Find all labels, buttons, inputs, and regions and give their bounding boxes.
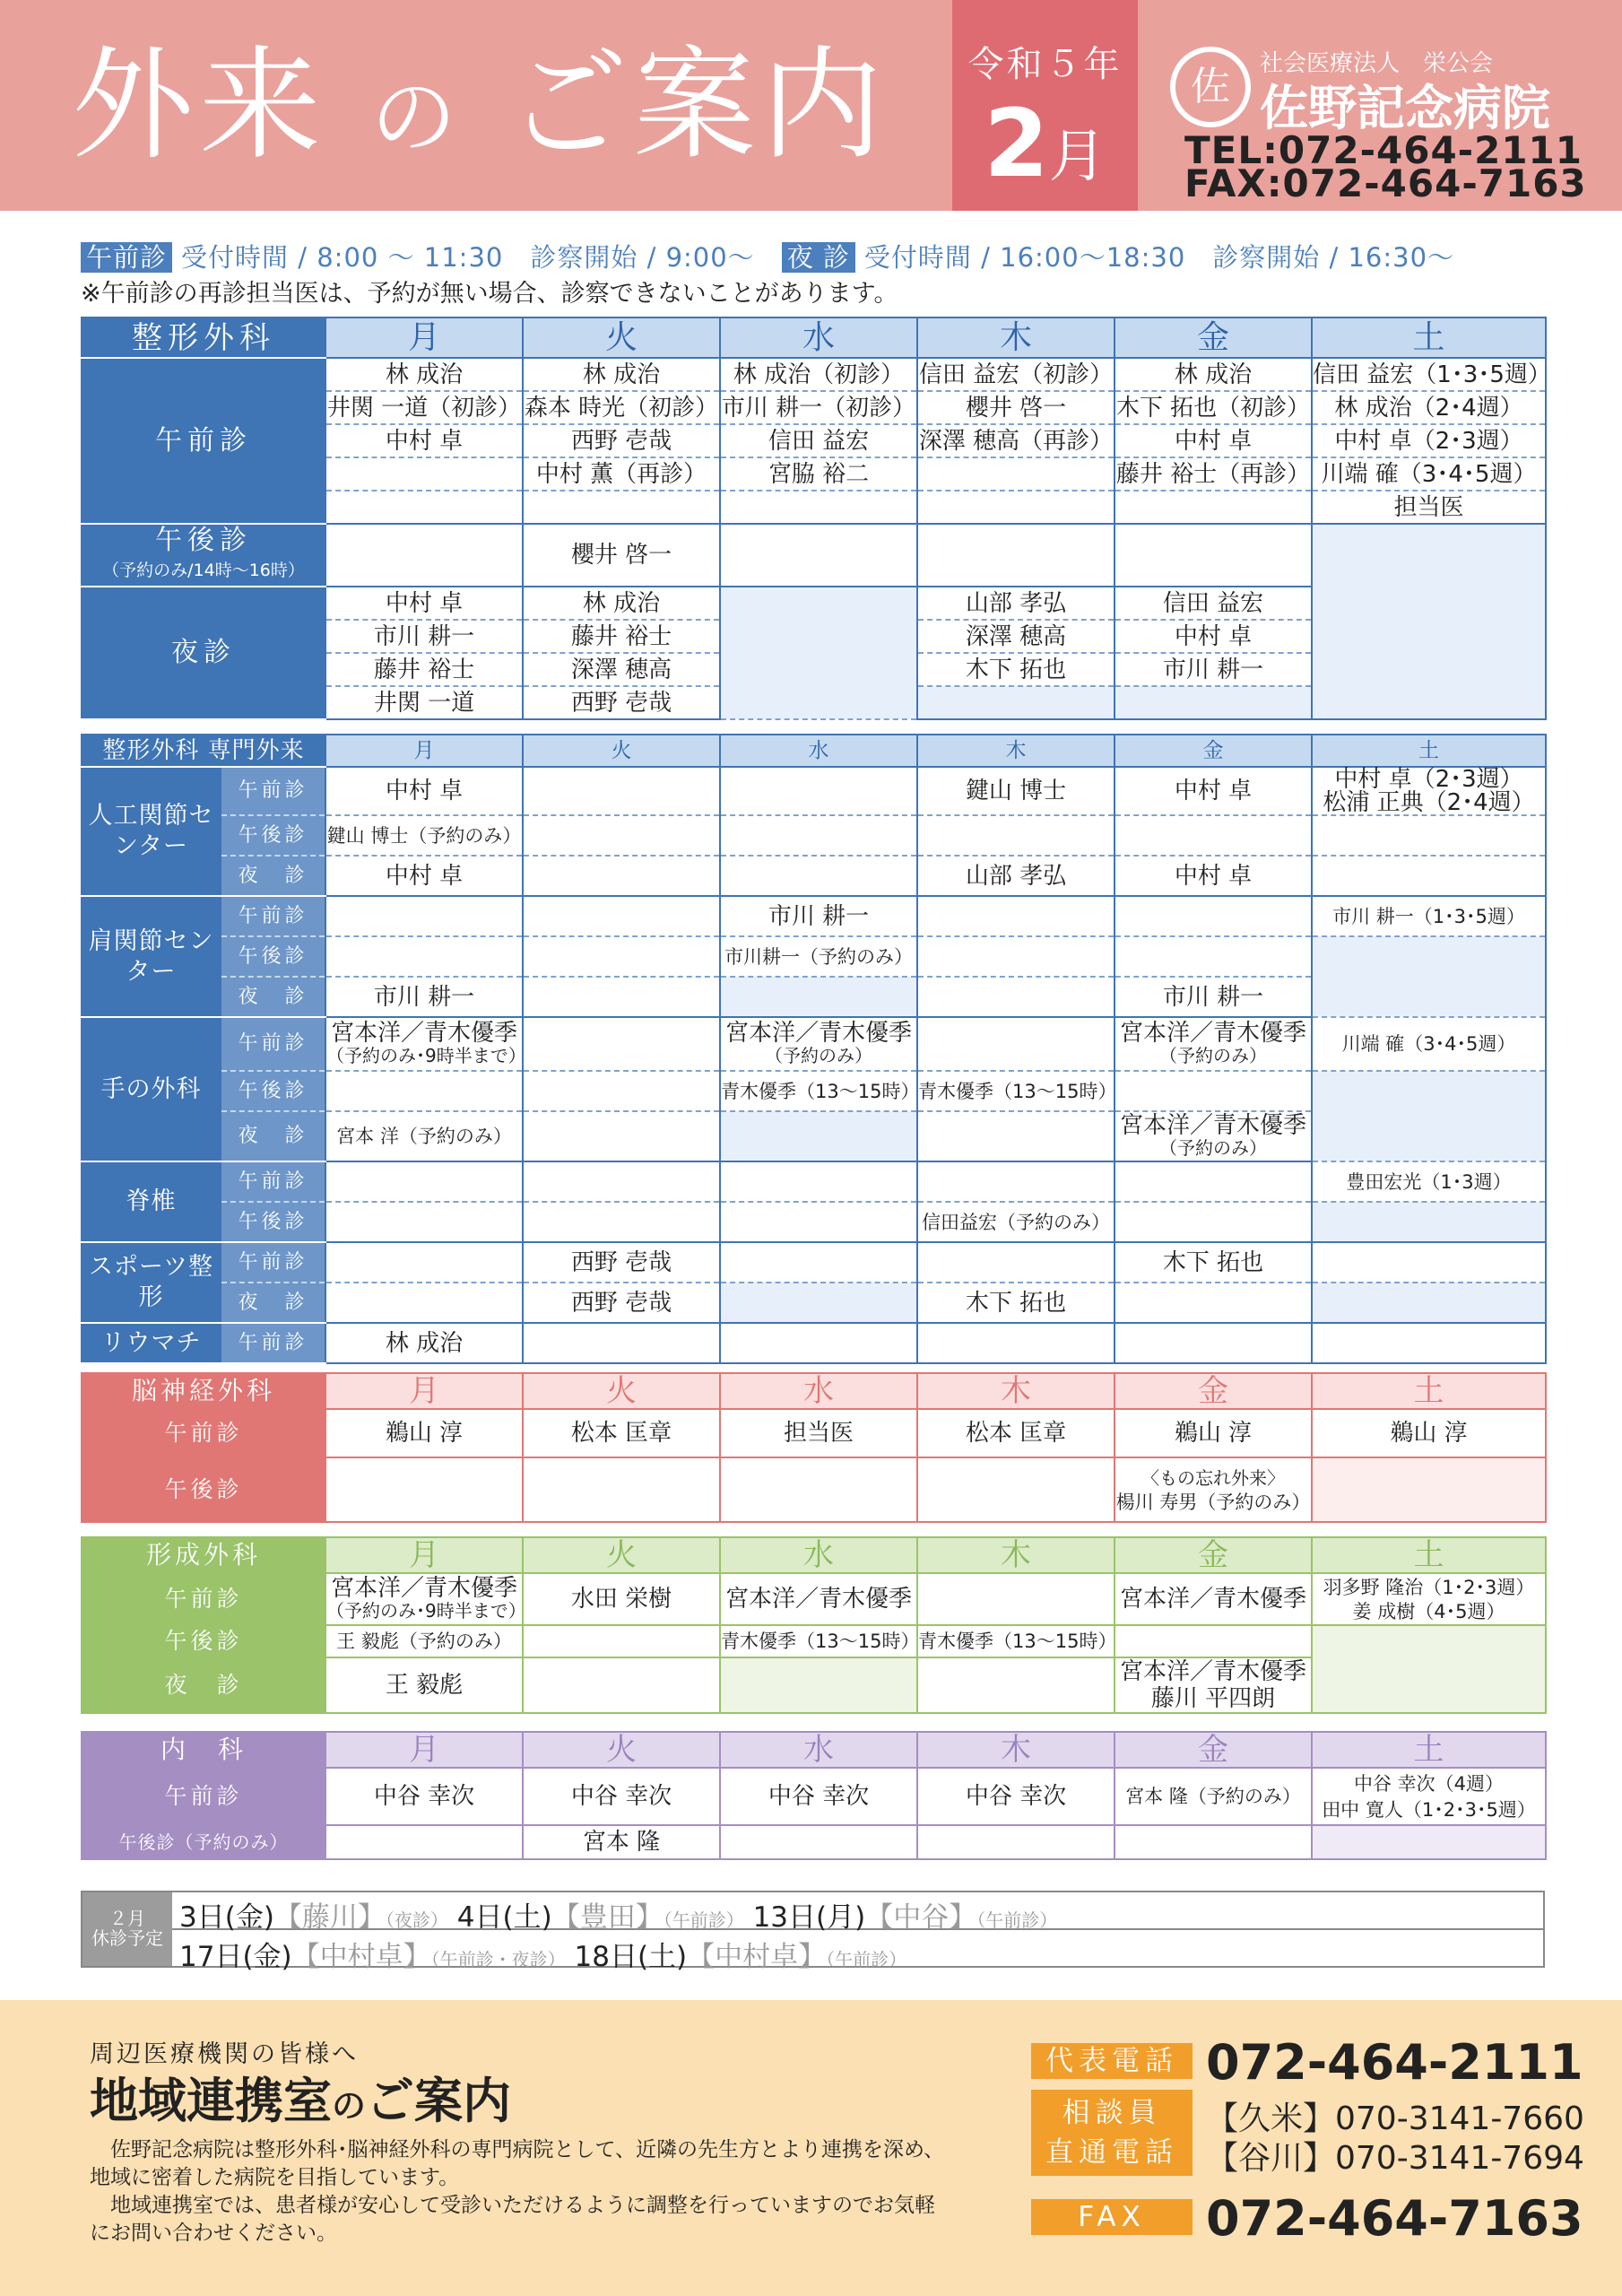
table-cell: 藤井 裕士	[325, 653, 523, 686]
table-cell	[1115, 1625, 1312, 1657]
table-cell	[917, 1242, 1115, 1283]
day-sat: 土	[1312, 1732, 1546, 1768]
table-cell: 櫻井 啓一	[523, 524, 720, 587]
internal-medicine-table	[81, 1731, 1547, 1860]
table-cell: 宮本洋／青木優季 （予約のみ･9時半まで）	[325, 1573, 523, 1625]
table-cell	[1312, 1242, 1546, 1283]
table-cell	[523, 1111, 720, 1161]
neurosurgery-table	[81, 1372, 1547, 1523]
table-cell	[325, 936, 523, 977]
table-cell	[1115, 491, 1312, 524]
table-cell: 中村 卓	[325, 587, 523, 620]
table-cell: 西野 壱哉	[523, 424, 720, 457]
table-cell: 宮本洋／青木優季 藤川 平四朗	[1115, 1657, 1312, 1713]
table-cell: 鵜山 淳	[1115, 1409, 1312, 1457]
table-cell: 市川耕一（予約のみ）	[720, 936, 917, 977]
session-ev: 夜 診	[221, 1111, 325, 1161]
day-thu: 木	[917, 1373, 1115, 1409]
table-cell	[1115, 1071, 1312, 1111]
table-cell	[523, 1457, 720, 1522]
specialty-title: 整形外科 専門外来	[82, 735, 325, 767]
table-cell: 中村 卓	[1115, 424, 1312, 457]
holiday-row-1: 3日(金)【藤川】（夜診） 4日(土)【豊田】（午前診） 13日(月)【中谷】（午前診）	[179, 1901, 1058, 1934]
table-cell: 青木優季（13～15時）	[720, 1625, 917, 1657]
table-cell	[917, 1657, 1115, 1713]
neuro-title: 脳神経外科	[82, 1373, 325, 1409]
table-cell: 藤井 裕士	[523, 620, 720, 653]
table-cell: 松本 匡章	[917, 1409, 1115, 1457]
table-cell	[523, 1323, 720, 1363]
table-cell	[325, 457, 523, 491]
table-cell	[325, 491, 523, 524]
table-cell	[523, 977, 720, 1017]
ortho-ev-label: 夜診	[82, 587, 325, 719]
month-box	[952, 0, 1138, 211]
table-cell: 王 毅彪（予約のみ）	[325, 1625, 523, 1657]
table-cell	[325, 524, 523, 587]
table-cell	[523, 1017, 720, 1071]
table-cell	[917, 1323, 1115, 1363]
table-cell	[1312, 856, 1546, 896]
table-cell-closed	[1312, 936, 1546, 1017]
day-mon: 月	[325, 317, 523, 358]
table-cell	[917, 815, 1115, 856]
table-cell: 宮本洋／青木優季 （予約のみ）	[1115, 1017, 1312, 1071]
era-label: 令和５年	[967, 44, 1123, 85]
table-cell	[1115, 936, 1312, 977]
table-cell	[523, 1202, 720, 1242]
table-cell: 中村 卓	[325, 856, 523, 896]
day-sat: 土	[1312, 735, 1546, 767]
table-cell: 水田 栄樹	[523, 1573, 720, 1625]
neuro-am-label: 午前診	[82, 1409, 325, 1457]
day-wed: 水	[720, 317, 917, 358]
session-pm: 午後診	[221, 1071, 325, 1111]
table-cell: 中村 卓	[325, 424, 523, 457]
shoulder-center-label: 肩関節センター	[82, 896, 221, 1017]
table-cell: 川端 確（3･4･5週）	[1312, 457, 1546, 491]
table-cell-closed	[1312, 1283, 1546, 1323]
table-cell	[523, 936, 720, 977]
table-cell: 信田益宏（予約のみ）	[917, 1202, 1115, 1242]
session-am: 午前診	[221, 1161, 325, 1202]
table-cell: 市川 耕一（初診）	[720, 391, 917, 424]
table-cell	[917, 1573, 1115, 1625]
table-cell: 青木優季（13～15時）	[720, 1071, 917, 1111]
session-am: 午前診	[221, 1242, 325, 1283]
table-cell	[917, 896, 1115, 936]
table-cell: 林 成治	[523, 358, 720, 391]
table-cell	[720, 524, 917, 587]
table-cell	[720, 856, 917, 896]
table-cell: 中谷 幸次	[325, 1768, 523, 1825]
header-fax: FAX:072-464-7163	[1184, 161, 1587, 205]
table-cell	[325, 1825, 523, 1859]
table-cell: 西野 壱哉	[523, 1242, 720, 1283]
table-cell: 宮本洋／青木優季	[1115, 1573, 1312, 1625]
table-cell: 王 毅彪	[325, 1657, 523, 1713]
table-cell: 中谷 幸次	[523, 1768, 720, 1825]
notice-text: ※午前診の再診担当医は、予約が無い場合、診察できないことがあります。	[81, 280, 898, 308]
spine-label: 脊椎	[82, 1161, 221, 1242]
plastic-ev-label: 夜 診	[82, 1657, 325, 1713]
page-title: 外来 の ご案内	[72, 35, 889, 177]
table-cell: 市川 耕一	[720, 896, 917, 936]
table-cell: 西野 壱哉	[523, 1283, 720, 1323]
rheumatology-label: リウマチ	[82, 1323, 221, 1363]
table-cell	[523, 1161, 720, 1202]
table-cell	[1115, 524, 1312, 587]
table-cell: 井関 一道（初診）	[325, 391, 523, 424]
table-cell: 鵜山 淳	[325, 1409, 523, 1457]
table-cell: 青木優季（13～15時）	[917, 1071, 1115, 1111]
internal-pm-label: 午後診（予約のみ）	[82, 1825, 325, 1859]
table-cell: 林 成治（2･4週）	[1312, 391, 1546, 424]
table-cell: 中谷 幸次	[917, 1768, 1115, 1825]
table-cell	[917, 686, 1115, 719]
table-cell	[917, 1161, 1115, 1202]
table-cell: 藤井 裕士（再診）	[1115, 457, 1312, 491]
table-cell	[720, 1457, 917, 1522]
day-wed: 水	[720, 1373, 917, 1409]
table-cell: 宮本洋／青木優季 （予約のみ）	[720, 1017, 917, 1071]
table-cell: 井関 一道	[325, 686, 523, 719]
table-cell	[720, 1323, 917, 1363]
sports-label: スポーツ整形	[82, 1242, 221, 1323]
day-thu: 木	[917, 735, 1115, 767]
table-cell	[917, 977, 1115, 1017]
day-wed: 水	[720, 1537, 917, 1573]
table-cell: 中村 卓	[1115, 767, 1312, 815]
rep-tel-label: 代表電話	[1031, 2043, 1193, 2079]
table-cell	[917, 1017, 1115, 1071]
fax-number: 072-464-7163	[1206, 2190, 1583, 2247]
table-cell-closed	[1312, 1625, 1546, 1713]
table-cell	[720, 1202, 917, 1242]
table-cell-closed	[1312, 524, 1546, 719]
table-cell	[720, 1242, 917, 1283]
table-cell: 西野 壱哉	[523, 686, 720, 719]
table-cell	[917, 1457, 1115, 1522]
table-cell: 宮本洋／青木優季 （予約のみ）	[1115, 1111, 1312, 1161]
table-cell: 信田 益宏（初診）	[917, 358, 1115, 391]
footer-title: 地域連携室のご案内	[90, 2073, 512, 2129]
table-cell-closed	[720, 1283, 917, 1323]
day-fri: 金	[1115, 1537, 1312, 1573]
table-cell: 信田 益宏	[1115, 587, 1312, 620]
table-cell: 深澤 穂高	[523, 653, 720, 686]
table-cell	[917, 936, 1115, 977]
table-cell: 宮本 洋（予約のみ）	[325, 1111, 523, 1161]
day-sat: 土	[1312, 1537, 1546, 1573]
direct-tel-label: 相談員 直通電話	[1031, 2090, 1193, 2176]
table-cell	[1312, 815, 1546, 856]
corporation-name: 社会医療法人 栄公会	[1260, 50, 1494, 77]
table-cell	[1115, 815, 1312, 856]
table-cell	[1115, 1283, 1312, 1323]
direct-tel-tanigawa: 【谷川】070-3141-7694	[1206, 2140, 1584, 2177]
day-sat: 土	[1312, 1373, 1546, 1409]
table-cell: 中村 卓	[1115, 856, 1312, 896]
ortho-pm-label: 午後診 （予約のみ/14時～16時）	[82, 524, 325, 587]
table-cell: 中谷 幸次	[720, 1768, 917, 1825]
table-cell	[523, 856, 720, 896]
table-cell: 林 成治	[1115, 358, 1312, 391]
table-cell-closed	[720, 1111, 917, 1161]
table-cell	[523, 1657, 720, 1713]
table-cell: 市川 耕一	[325, 977, 523, 1017]
table-cell: 中村 卓（2･3週） 松浦 正典（2･4週）	[1312, 767, 1546, 815]
table-cell: 木下 拓也（初診）	[1115, 391, 1312, 424]
table-cell: 中村 薫（再診）	[523, 457, 720, 491]
table-cell: 市川 耕一	[325, 620, 523, 653]
ortho-schedule-table	[81, 317, 1551, 720]
day-thu: 木	[917, 1732, 1115, 1768]
direct-tel-kume: 【久米】070-3141-7660	[1206, 2100, 1584, 2137]
table-cell	[523, 491, 720, 524]
day-tue: 火	[523, 1732, 720, 1768]
ortho-title: 整形外科	[82, 317, 325, 358]
table-cell	[1115, 1825, 1312, 1859]
header-tel: TEL:072-464-2111	[1184, 128, 1583, 172]
table-cell	[720, 767, 917, 815]
table-cell	[1115, 686, 1312, 719]
holiday-schedule	[81, 1891, 1545, 1973]
rep-tel-number: 072-464-2111	[1206, 2034, 1583, 2091]
table-cell: 深澤 穂高	[917, 620, 1115, 653]
day-sat: 土	[1312, 317, 1546, 358]
table-cell: 担当医	[720, 1409, 917, 1457]
hospital-name: 佐野記念病院	[1260, 80, 1550, 136]
table-cell	[1115, 1202, 1312, 1242]
day-thu: 木	[917, 317, 1115, 358]
table-cell	[917, 491, 1115, 524]
joint-center-label: 人工関節センター	[82, 767, 221, 896]
table-cell: 木下 拓也	[917, 1283, 1115, 1323]
plastic-am-label: 午前診	[82, 1573, 325, 1625]
table-cell: 木下 拓也	[1115, 1242, 1312, 1283]
table-cell	[1115, 1161, 1312, 1202]
day-tue: 火	[523, 317, 720, 358]
plastic-title: 形成外科	[82, 1537, 325, 1573]
table-cell: 林 成治	[325, 1323, 523, 1363]
day-thu: 木	[917, 1537, 1115, 1573]
day-mon: 月	[325, 1537, 523, 1573]
reception-hours: 午前診 受付時間 / 8:00 ～ 11:30 診察開始 / 9:00～ 夜 診 受付時間 / 16:00～18:30 診察開始 / 16:30～	[81, 238, 1454, 274]
table-cell	[917, 524, 1115, 587]
session-ev: 夜 診	[221, 1283, 325, 1323]
table-cell	[325, 1202, 523, 1242]
table-cell	[325, 1161, 523, 1202]
table-cell: 中谷 幸次（4週） 田中 寛人（1･2･3･5週）	[1312, 1768, 1546, 1825]
table-cell: 信田 益宏	[720, 424, 917, 457]
table-cell: 中村 卓	[1115, 620, 1312, 653]
footer-subtitle: 周辺医療機関の皆様へ	[90, 2040, 359, 2068]
table-cell: 鍵山 博士	[917, 767, 1115, 815]
session-am: 午前診	[221, 1017, 325, 1071]
table-cell	[917, 1111, 1115, 1161]
table-cell	[523, 896, 720, 936]
internal-title: 内 科	[82, 1732, 325, 1768]
session-am: 午前診	[221, 1323, 325, 1363]
table-cell-closed	[1312, 1071, 1546, 1161]
table-cell: 市川 耕一（1･3･5週）	[1312, 896, 1546, 936]
session-pm: 午後診	[221, 936, 325, 977]
day-tue: 火	[523, 1537, 720, 1573]
table-cell-closed	[720, 1657, 917, 1713]
table-cell: 木下 拓也	[917, 653, 1115, 686]
table-cell: 山部 孝弘	[917, 856, 1115, 896]
header-banner	[0, 0, 1622, 211]
day-fri: 金	[1115, 317, 1312, 358]
month-label: 2月	[984, 89, 1106, 198]
table-cell	[720, 815, 917, 856]
table-cell-closed	[720, 587, 917, 719]
table-cell	[325, 1071, 523, 1111]
table-cell-closed	[1312, 1825, 1546, 1859]
table-cell: 林 成治（初診）	[720, 358, 917, 391]
table-cell	[1312, 1323, 1546, 1363]
session-am: 午前診	[221, 767, 325, 815]
day-wed: 水	[720, 1732, 917, 1768]
table-cell-closed	[1312, 1457, 1546, 1522]
table-cell: 宮本洋／青木優季	[720, 1573, 917, 1625]
table-cell: 櫻井 啓一	[917, 391, 1115, 424]
table-cell: 森本 時光（初診）	[523, 391, 720, 424]
table-cell	[1115, 896, 1312, 936]
table-cell: 宮本洋／青木優季 （予約のみ･9時半まで）	[325, 1017, 523, 1071]
table-cell: 宮本 隆	[523, 1825, 720, 1859]
day-fri: 金	[1115, 735, 1312, 767]
plastic-surgery-table	[81, 1536, 1547, 1714]
table-cell	[325, 896, 523, 936]
table-cell: 〈もの忘れ外来〉 楊川 寿男（予約のみ）	[1115, 1457, 1312, 1522]
table-cell	[325, 1283, 523, 1323]
table-cell: 宮脇 裕二	[720, 457, 917, 491]
table-cell: 市川 耕一	[1115, 977, 1312, 1017]
table-cell	[523, 1625, 720, 1657]
table-cell: 市川 耕一	[1115, 653, 1312, 686]
table-cell: 青木優季（13～15時）	[917, 1625, 1115, 1657]
day-tue: 火	[523, 735, 720, 767]
table-cell: 鍵山 博士（予約のみ）	[325, 815, 523, 856]
table-cell: 豊田宏光（1･3週）	[1312, 1161, 1546, 1202]
day-tue: 火	[523, 1373, 720, 1409]
hand-surgery-label: 手の外科	[82, 1017, 221, 1161]
table-cell	[523, 767, 720, 815]
table-cell	[325, 1457, 523, 1522]
footer-body: 佐野記念病院は整形外科･脳神経外科の専門病院として、近隣の先生方とより連携を深め、 地域に密着した病院を目指しています。 地域連携室では、患者様が安心して受診いただけるように調整を行っていますのでお気軽 にお問い合わせください。	[90, 2138, 945, 2245]
table-cell: 鵜山 淳	[1312, 1409, 1546, 1457]
fax-label: FAX	[1031, 2199, 1193, 2235]
day-fri: 金	[1115, 1373, 1312, 1409]
table-cell: 松本 匡章	[523, 1409, 720, 1457]
day-fri: 金	[1115, 1732, 1312, 1768]
day-wed: 水	[720, 735, 917, 767]
holiday-row-2: 17日(金)【中村卓】（午前診・夜診） 18日(土)【中村卓】（午前診）	[179, 1941, 907, 1973]
hospital-logo: 佐	[1170, 47, 1251, 127]
table-cell: 深澤 穂高（再診）	[917, 424, 1115, 457]
table-cell: 羽多野 隆治（1･2･3週） 姜 成樹（4･5週）	[1312, 1573, 1546, 1625]
session-ev: 夜 診	[221, 856, 325, 896]
table-cell: 山部 孝弘	[917, 587, 1115, 620]
session-pm: 午後診	[221, 1202, 325, 1242]
day-mon: 月	[325, 735, 523, 767]
ortho-am-label: 午前診	[82, 358, 325, 524]
table-cell	[523, 815, 720, 856]
table-cell: 中村 卓（2･3週）	[1312, 424, 1546, 457]
table-cell: 川端 確（3･4･5週）	[1312, 1017, 1546, 1071]
table-cell: 林 成治	[325, 358, 523, 391]
table-cell	[1115, 1323, 1312, 1363]
table-cell	[523, 1071, 720, 1111]
table-cell	[917, 1825, 1115, 1859]
table-cell: 信田 益宏（1･3･5週）	[1312, 358, 1546, 391]
session-am: 午前診	[221, 896, 325, 936]
table-cell-closed	[1312, 1202, 1546, 1242]
table-cell: 林 成治	[523, 587, 720, 620]
table-cell	[720, 1161, 917, 1202]
footer-panel	[0, 2000, 1622, 2296]
neuro-pm-label: 午後診	[82, 1457, 325, 1522]
internal-am-label: 午前診	[82, 1768, 325, 1825]
day-mon: 月	[325, 1732, 523, 1768]
plastic-pm-label: 午後診	[82, 1625, 325, 1657]
table-cell-closed	[720, 977, 917, 1017]
table-cell	[917, 457, 1115, 491]
table-cell: 中村 卓	[325, 767, 523, 815]
table-cell: 宮本 隆（予約のみ）	[1115, 1768, 1312, 1825]
ortho-specialty-table	[81, 734, 1547, 1364]
table-cell: 担当医	[1312, 491, 1546, 524]
table-cell	[720, 1825, 917, 1859]
session-pm: 午後診	[221, 815, 325, 856]
table-cell	[325, 1242, 523, 1283]
day-mon: 月	[325, 1373, 523, 1409]
session-ev: 夜 診	[221, 977, 325, 1017]
table-cell	[720, 491, 917, 524]
holiday-label: ２月 休診予定	[82, 1892, 172, 1966]
